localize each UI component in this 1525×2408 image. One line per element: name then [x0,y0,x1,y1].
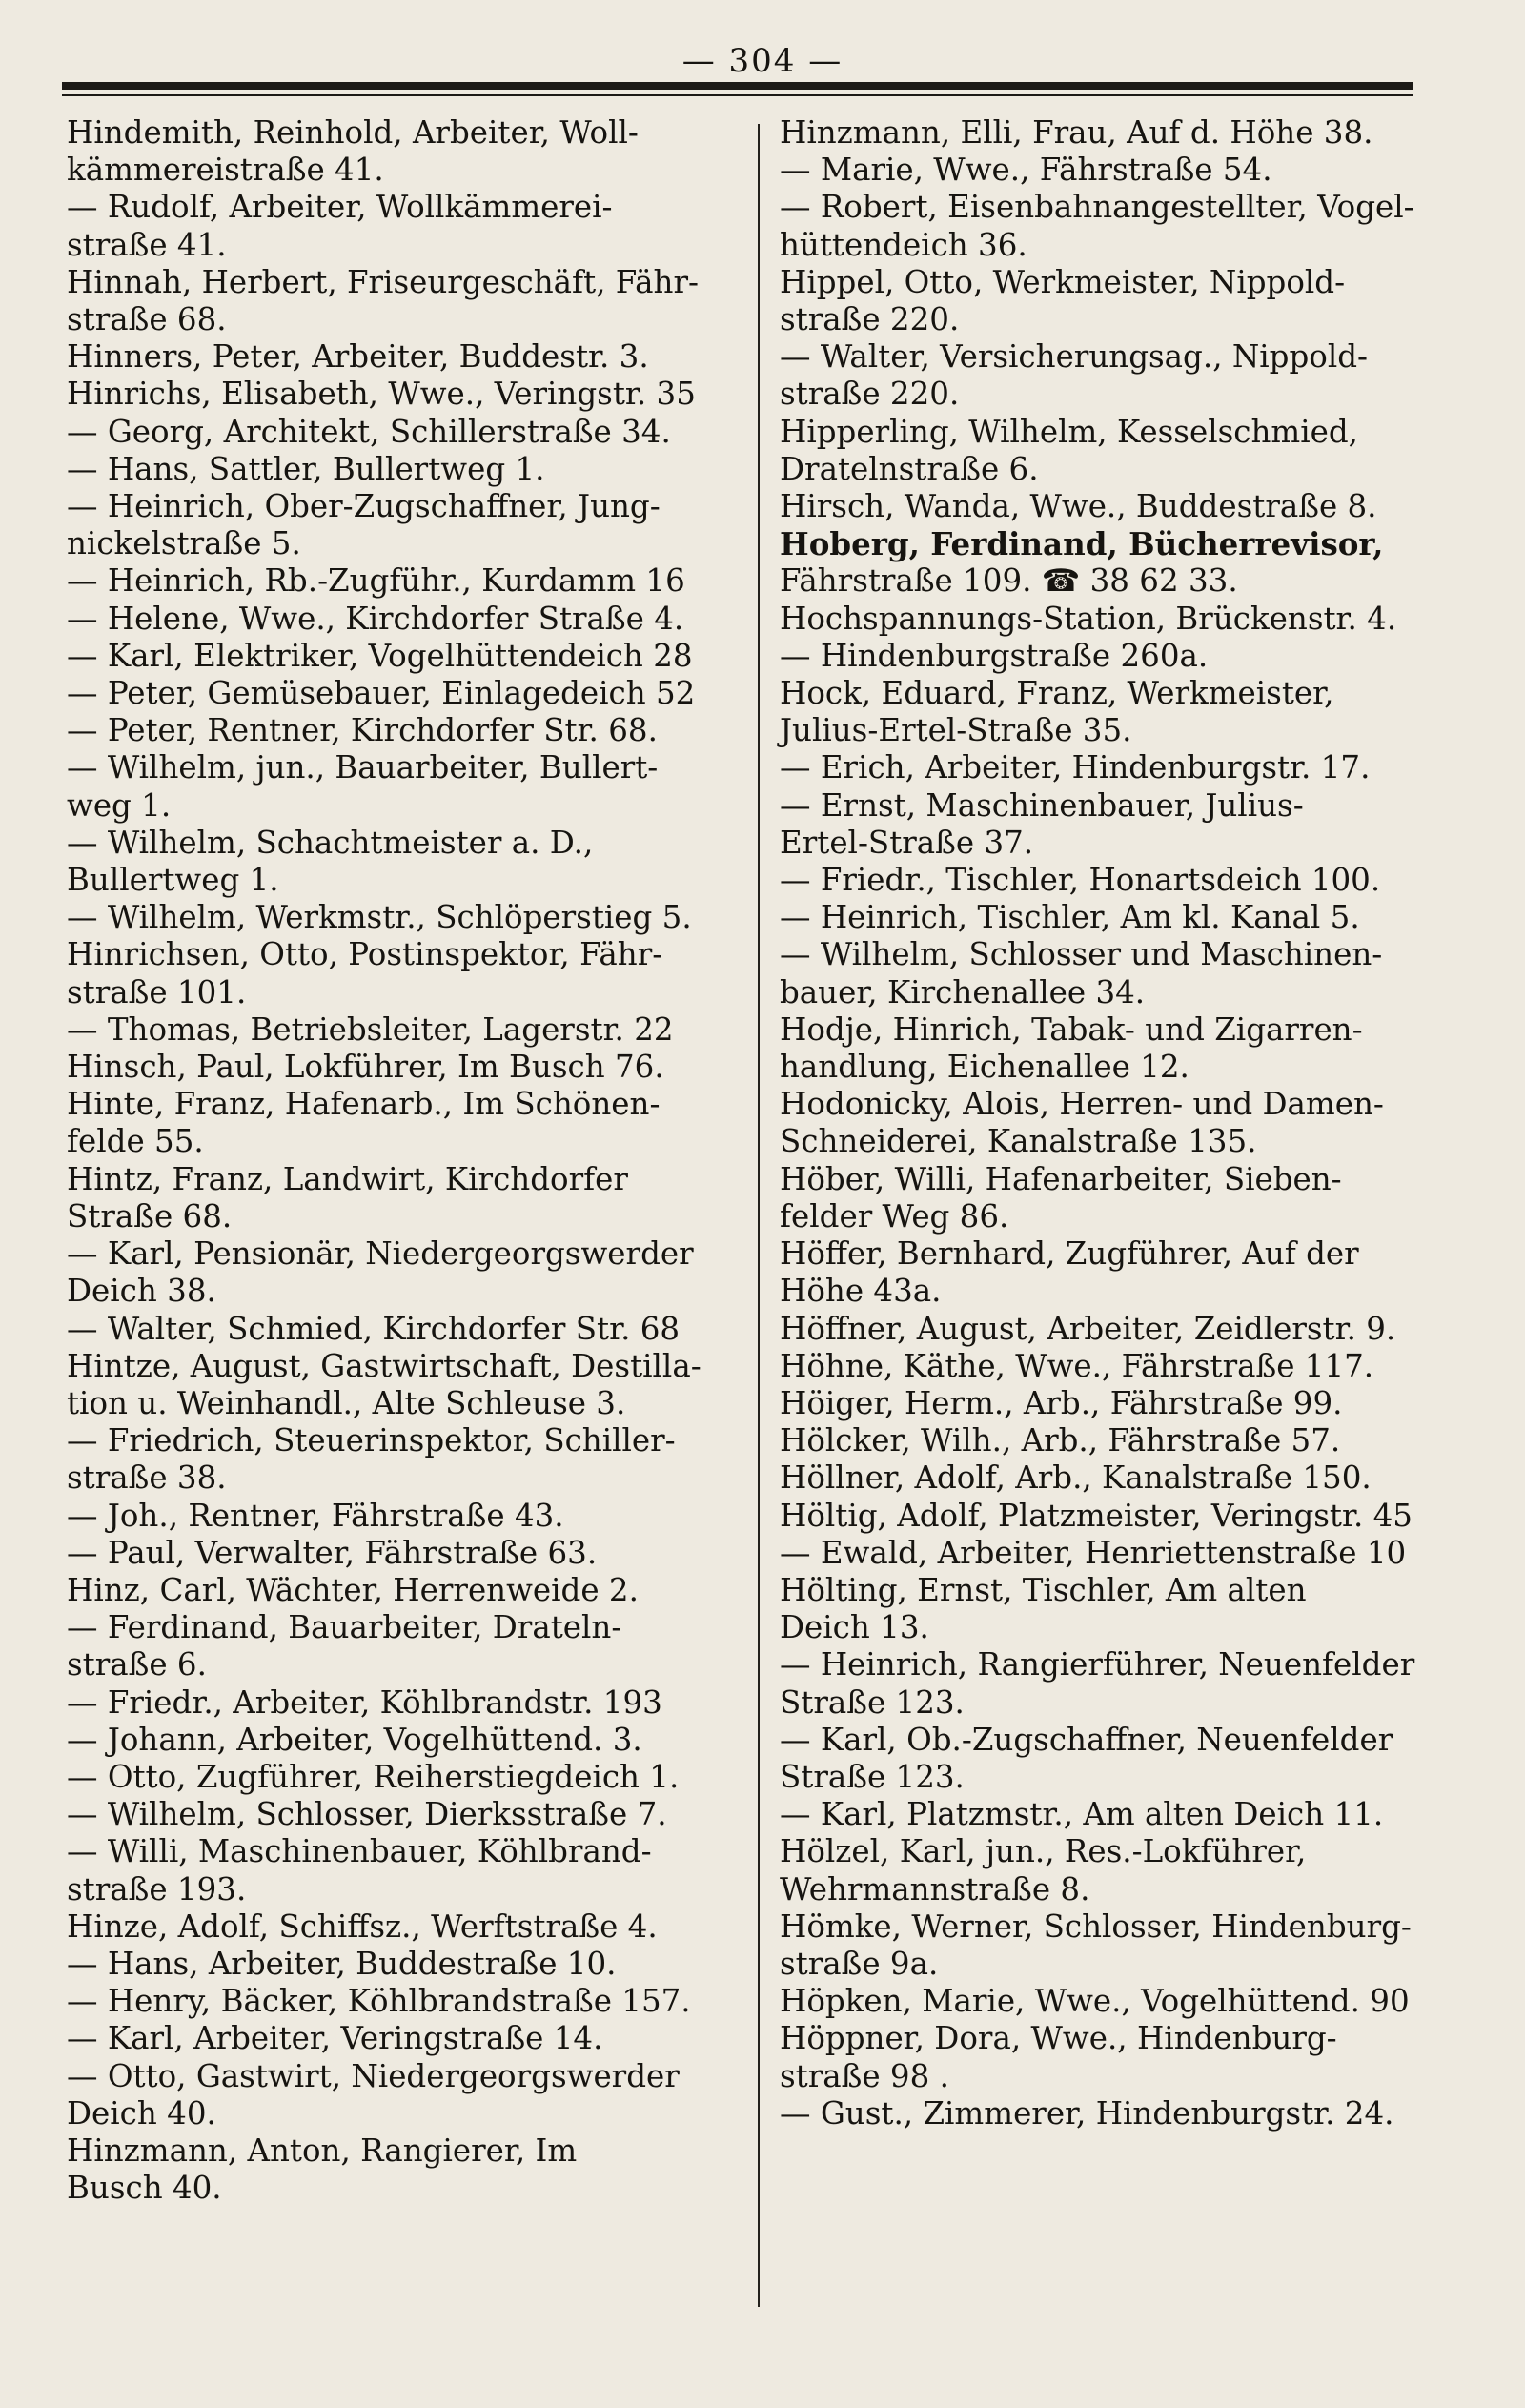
entry-line: bauer, Kirchenallee 34. [780,973,1146,1010]
header-rule-thin [62,94,1413,96]
directory-entry [67,1011,762,1049]
entry-line: — Wilhelm, Schlosser und Maschinen- [780,936,1383,973]
directory-entry [780,1459,1475,1497]
entry-line: hüttendeich 36. [780,226,1027,263]
entry-line: Höpken, Marie, Wwe., Vogelhüttend. 90 [780,1983,1410,2020]
directory-entry [780,1161,1475,1235]
directory-entry [67,451,762,488]
directory-entry [67,1498,762,1535]
entry-line: — Friedrich, Steuerinspektor, Schiller- [67,1422,676,1459]
entry-line: Höffner, August, Arbeiter, Zeidlerstr. 9. [780,1310,1396,1347]
entry-line: Höhe 43a. [780,1273,942,1310]
entry-line: — Otto, Gastwirt, Niedergeorgswerder [67,2057,680,2094]
directory-entry [67,562,762,600]
entry-line: Höltig, Adolf, Platzmeister, Veringstr. 45 [780,1497,1413,1534]
entry-line: felder Weg 86. [780,1197,1009,1235]
entry-line: straße 38. [67,1459,227,1497]
entry-line: Hinzmann, Elli, Frau, Auf d. Höhe 38. [780,114,1373,151]
entry-line: — Walter, Versicherungsag., Nippold- [780,338,1369,376]
directory-entry [67,1161,762,1235]
directory-entry [780,638,1475,675]
entry-line: Hömke, Werner, Schlosser, Hindenburg- [780,1908,1412,1945]
directory-entry [67,1684,762,1722]
entry-line: felde 55. [67,1123,204,1160]
entry-line: Schneiderei, Kanalstraße 135. [780,1123,1257,1160]
directory-entry [67,338,762,376]
entry-line: straße 9a. [780,1945,939,1982]
directory-entry [67,2020,762,2057]
entry-line: — Peter, Gemüsebauer, Einlagedeich 52 [67,675,696,712]
directory-entry [780,152,1475,189]
entry-line: straße 101. [67,973,247,1010]
entry-line: — Thomas, Betriebsleiter, Lagerstr. 22 [67,1010,674,1048]
entry-line: straße 6. [67,1646,207,1684]
entry-line: straße 41. [67,226,227,263]
entry-line: — Hans, Sattler, Bullertweg 1. [67,450,545,487]
entry-line: — Friedr., Tischler, Honartsdeich 100. [780,862,1381,899]
entry-line: — Rudolf, Arbeiter, Wollkämmerei- [67,189,613,226]
entry-line: Höhne, Käthe, Wwe., Fährstraße 117. [780,1347,1374,1384]
directory-entry [780,862,1475,899]
entry-line: — Ewald, Arbeiter, Henriettenstraße 10 [780,1534,1407,1571]
entry-line: Hinsch, Paul, Lokführer, Im Busch 76. [67,1049,664,1086]
entry-line: straße 193. [67,1870,247,1908]
entry-line: Bullertweg 1. [67,862,279,899]
entry-line: Deich 38. [67,1273,216,1310]
entry-line: Straße 68. [67,1197,233,1235]
entry-line: straße 220. [780,301,960,338]
entry-line: — Walter, Schmied, Kirchdorfer Str. 68 [67,1310,681,1347]
directory-entry [67,488,762,562]
entry-line: Hirsch, Wanda, Wwe., Buddestraße 8. [780,488,1377,525]
directory-entry [780,936,1475,1010]
entry-line: Hölting, Ernst, Tischler, Am alten [780,1571,1307,1608]
directory-entry [780,1535,1475,1572]
entry-line: — Heinrich, Tischler, Am kl. Kanal 5. [780,899,1360,936]
entry-line: — Erich, Arbeiter, Hindenburgstr. 17. [780,749,1371,786]
directory-entry [67,1086,762,1160]
directory-entry [67,376,762,413]
entry-line: — Ernst, Maschinenbauer, Julius- [780,786,1304,824]
entry-line: — Willi, Maschinenbauer, Köhlbrand- [67,1833,652,1870]
directory-entry [780,2020,1475,2094]
directory-entry [67,1235,762,1310]
entry-line: — Karl, Ob.-Zugschaffner, Neuenfelder [780,1721,1393,1758]
directory-entry [780,899,1475,936]
entry-line: — Robert, Eisenbahnangestellter, Vogel- [780,189,1414,226]
entry-line: — Karl, Arbeiter, Veringstraße 14. [67,2020,603,2057]
directory-entry [67,1759,762,1796]
entry-line: Hölzel, Karl, jun., Res.-Lokführer, [780,1833,1307,1870]
entry-line: Straße 123. [780,1758,965,1795]
entry-line: — Otto, Zugführer, Reiherstiegdeich 1. [67,1758,680,1795]
directory-entry [780,749,1475,786]
entry-line: Hinners, Peter, Arbeiter, Buddestr. 3. [67,338,649,376]
entry-line: Hintze, August, Gastwirtschaft, Destilla- [67,1347,702,1384]
left-column [67,114,762,2207]
entry-line: Straße 123. [780,1684,965,1721]
entry-line: — Wilhelm, Schachtmeister a. D., [67,824,594,861]
directory-entry [780,1983,1475,2020]
directory-entry [780,675,1475,749]
entry-line: Deich 40. [67,2094,216,2132]
directory-entry [780,1722,1475,1796]
directory-entry [67,414,762,451]
directory-entry [67,601,762,638]
directory-entry [67,1311,762,1348]
entry-line: Hinnah, Herbert, Friseurgeschäft, Fähr- [67,263,699,300]
entry-line: Dratelnstraße 6. [780,450,1039,487]
entry-line: Julius-Ertel-Straße 35. [780,712,1132,749]
directory-entry [67,2058,762,2133]
entry-line: — Karl, Pensionär, Niedergeorgswerder [67,1235,694,1273]
directory-entry [780,414,1475,488]
entry-line: Hölcker, Wilh., Arb., Fährstraße 57. [780,1422,1341,1459]
entry-line: — Joh., Rentner, Fährstraße 43. [67,1497,564,1534]
directory-entry [67,1422,762,1497]
directory-entry [780,601,1475,638]
entry-line: — Gust., Zimmerer, Hindenburgstr. 24. [780,2094,1394,2132]
entry-line: Hippel, Otto, Werkmeister, Nippold- [780,263,1346,300]
directory-entry [780,1498,1475,1535]
entry-line: Hinz, Carl, Wächter, Herrenweide 2. [67,1571,639,1608]
entry-line: — Wilhelm, Werkmstr., Schlöperstieg 5. [67,899,692,936]
directory-entry [780,488,1475,525]
entry-line: straße 68. [67,301,227,338]
directory-entry [67,264,762,338]
directory-entry [67,899,762,936]
entry-line: Hochspannungs-Station, Brückenstr. 4. [780,600,1397,637]
entry-line: Fährstraße 109. ☎ 38 62 33. [780,562,1238,600]
entry-line: Höppner, Dora, Wwe., Hindenburg- [780,2020,1337,2057]
directory-entry [780,1833,1475,1908]
page-number: — 304 — [681,42,844,80]
directory-entry [67,1908,762,1946]
entry-line: Hinrichsen, Otto, Postinspektor, Fähr- [67,936,663,973]
entry-line: Busch 40. [67,2170,222,2207]
directory-entry [67,1722,762,1759]
entry-line: — Ferdinand, Bauarbeiter, Drateln- [67,1609,622,1646]
entry-line: straße 220. [780,376,960,413]
directory-entry [67,749,762,824]
directory-entry [67,1833,762,1908]
entry-line: — Paul, Verwalter, Fährstraße 63. [67,1534,598,1571]
directory-entry [67,638,762,675]
entry-line: Hinrichs, Elisabeth, Wwe., Veringstr. 35 [67,376,696,413]
right-column [780,114,1475,2133]
directory-entry [67,936,762,1010]
entry-line: straße 98 . [780,2057,949,2094]
entry-line: tion u. Weinhandl., Alte Schleuse 3. [67,1384,626,1421]
entry-line: — Hans, Arbeiter, Buddestraße 10. [67,1945,617,1982]
entry-line: Hinte, Franz, Hafenarb., Im Schönen- [67,1086,661,1123]
entry-line: Höber, Willi, Hafenarbeiter, Sieben- [780,1160,1342,1197]
entry-line: — Heinrich, Ober-Zugschaffner, Jung- [67,488,661,525]
directory-entry [780,1796,1475,1833]
entry-line: — Wilhelm, Schlosser, Dierksstraße 7. [67,1796,667,1833]
entry-line: — Georg, Architekt, Schillerstraße 34. [67,413,671,450]
directory-entry [780,1908,1475,1983]
directory-entry [67,2133,762,2207]
directory-entry [67,114,762,189]
directory-entry [780,1422,1475,1459]
entry-line: — Helene, Wwe., Kirchdorfer Straße 4. [67,600,684,637]
entry-line: Hinze, Adolf, Schiffsz., Werftstraße 4. [67,1908,658,1945]
entry-line: — Heinrich, Rb.-Zugführ., Kurdamm 16 [67,562,685,600]
directory-entry [67,1609,762,1684]
directory-entry [67,1535,762,1572]
directory-entry [67,1983,762,2020]
directory-entry [67,1348,762,1422]
entry-line: Hindemith, Reinhold, Arbeiter, Woll- [67,114,639,151]
entry-line: — Friedr., Arbeiter, Köhlbrandstr. 193 [67,1684,662,1721]
entry-line: Höllner, Adolf, Arb., Kanalstraße 150. [780,1459,1372,1497]
directory-entry [780,525,1475,600]
entry-line: Hock, Eduard, Franz, Werkmeister, [780,675,1334,712]
directory-entry [67,1572,762,1609]
entry-line: nickelstraße 5. [67,525,301,562]
directory-entry [780,1572,1475,1646]
directory-entry [780,1011,1475,1086]
entry-line: Wehrmannstraße 8. [780,1870,1090,1908]
directory-entry [67,825,762,899]
directory-entry [780,114,1475,152]
directory-entry [780,1385,1475,1422]
entry-line: Hintz, Franz, Landwirt, Kirchdorfer [67,1160,628,1197]
entry-line: kämmereistraße 41. [67,152,384,189]
entry-line: — Karl, Elektriker, Vogelhüttendeich 28 [67,637,693,674]
directory-entry [780,338,1475,413]
directory-entry [67,675,762,712]
entry-line: Höiger, Herm., Arb., Fährstraße 99. [780,1384,1343,1421]
entry-line: Hinzmann, Anton, Rangierer, Im [67,2132,578,2169]
entry-line: Hodje, Hinrich, Tabak- und Zigarren- [780,1010,1363,1048]
entry-line: — Karl, Platzmstr., Am alten Deich 11. [780,1796,1384,1833]
directory-entry [780,1646,1475,1721]
directory-entry [67,712,762,749]
entry-line: Hodonicky, Alois, Herren- und Damen- [780,1086,1384,1123]
entry-line: — Johann, Arbeiter, Vogelhüttend. 3. [67,1721,642,1758]
directory-entry [67,1796,762,1833]
entry-line: Deich 13. [780,1609,929,1646]
directory-entry [780,1311,1475,1348]
entry-line: weg 1. [67,786,172,824]
directory-entry [780,1348,1475,1385]
entry-line: — Hindenburgstraße 260a. [780,637,1209,674]
directory-entry [780,2095,1475,2133]
entry-line: Ertel-Straße 37. [780,824,1034,861]
entry-line: Hipperling, Wilhelm, Kesselschmied, [780,413,1358,450]
column-divider [758,124,760,2307]
directory-entry [780,264,1475,338]
directory-entry [67,1049,762,1086]
entry-line: handlung, Eichenallee 12. [780,1049,1190,1086]
entry-line: — Marie, Wwe., Fährstraße 54. [780,152,1272,189]
entry-line: — Wilhelm, jun., Bauarbeiter, Bullert- [67,749,659,786]
directory-entry [780,1235,1475,1310]
entry-line: — Peter, Rentner, Kirchdorfer Str. 68. [67,712,658,749]
directory-entry [780,189,1475,263]
directory-entry [67,1946,762,1983]
entry-line: Höffer, Bernhard, Zugführer, Auf der [780,1235,1359,1273]
entry-line: — Heinrich, Rangierführer, Neuenfelder [780,1646,1415,1684]
entry-line: — Henry, Bäcker, Köhlbrandstraße 157. [67,1983,691,2020]
entry-line: Hoberg, Ferdinand, Bücherrevisor, [780,525,1384,563]
directory-entry [780,787,1475,862]
directory-entry [780,1086,1475,1160]
header-rule-thick [62,82,1413,90]
directory-entry [67,189,762,263]
